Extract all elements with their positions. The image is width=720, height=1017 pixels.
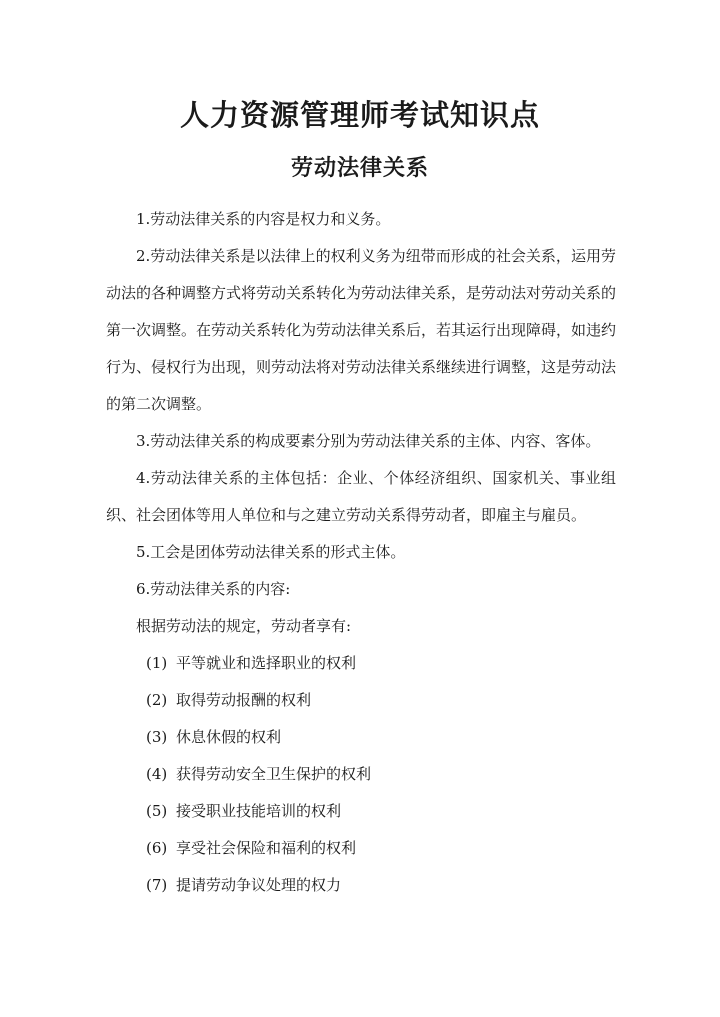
list-item [106,793,616,830]
rights-intro: 根据劳动法的规定，劳动者享有: [136,617,352,635]
list-item-number: (7) [146,876,168,894]
list-item-number: (1) [146,654,168,672]
list-item-number: (6) [146,839,168,857]
list-item [106,756,616,793]
list-item [106,867,616,904]
list-item-text: 提请劳动争议处理的权力 [176,876,342,894]
section-title: 劳动法律关系 [290,155,429,181]
paragraph-3: 3.劳动法律关系的构成要素分别为劳动法律关系的主体、内容、客体。 [136,432,601,450]
rights-list [106,645,616,904]
list-item-number: (4) [146,765,168,783]
list-item-text: 取得劳动报酬的权利 [176,691,312,709]
list-item-text: 享受社会保险和福利的权利 [176,839,357,857]
paragraph-1: 1.劳动法律关系的内容是权力和义务。 [136,210,391,228]
list-item-number: (2) [146,691,168,709]
paragraph-5: 5.工会是团体劳动法律关系的形式主体。 [136,543,406,561]
document-body [106,201,616,904]
list-item-text: 获得劳动安全卫生保护的权利 [176,765,372,783]
list-item-number: (3) [146,728,168,746]
list-item [106,830,616,867]
list-item-text: 休息休假的权利 [176,728,282,746]
list-item [106,682,616,719]
list-item-text: 接受职业技能培训的权利 [176,802,342,820]
page-title: 人力资源管理师考试知识点 [179,98,540,132]
list-item-number: (5) [146,802,168,820]
list-item [106,645,616,682]
list-item-text: 平等就业和选择职业的权利 [176,654,357,672]
paragraph-4: 4.劳动法律关系的主体包括：企业、个体经济组织、国家机关、事业组织、社会团体等用人单位和与之建立劳动关系得劳动者，即雇主与雇员。 [106,469,616,524]
paragraph-2: 2.劳动法律关系是以法律上的权利义务为纽带而形成的社会关系，运用劳动法的各种调整方式将劳动关系转化为劳动法律关系，是劳动法对劳动关系的第一次调整。在劳动关系转化为劳动法律关系后，若其运行出现障碍，如违约行为、侵权行为出现，则劳动法将对劳动法律关系继续进行调整，这是劳动法的第二次调整。 [106,247,617,413]
paragraph-6: 6.劳动法律关系的内容: [136,580,291,598]
list-item [106,719,616,756]
